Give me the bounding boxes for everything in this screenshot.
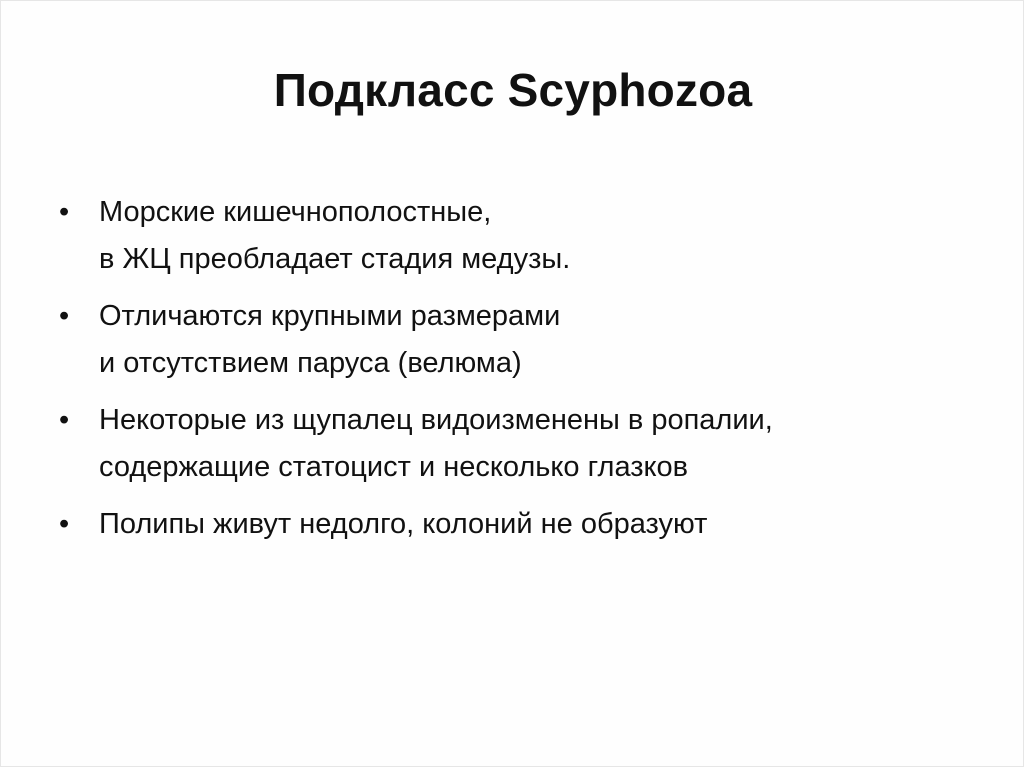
bullet-text-line: Отличаются крупными размерами	[99, 300, 561, 332]
bullet-icon: •	[59, 300, 70, 332]
bullet-text-line: в ЖЦ преобладает стадия медузы.	[99, 243, 571, 275]
bullet-icon: •	[59, 508, 70, 540]
bullet-text-line: Некоторые из щупалец видоизменены в ропалии,	[99, 404, 773, 436]
bullet-list	[59, 189, 989, 558]
bullet-icon: •	[59, 404, 70, 436]
bullet-text-line: и отсутствием паруса (велюма)	[99, 347, 522, 379]
bullet-item	[59, 189, 989, 283]
slide-title: Подкласс Scyphozoa	[273, 64, 753, 116]
bullet-item	[59, 293, 989, 387]
bullet-item	[59, 397, 989, 491]
bullet-text-line: Морские кишечнополостные,	[99, 196, 492, 228]
bullet-icon: •	[59, 196, 70, 228]
bullet-item	[59, 501, 989, 548]
bullet-text-line: содержащие статоцист и несколько глазков	[99, 451, 689, 483]
bullet-text-line: Полипы живут недолго, колоний не образуют	[99, 508, 708, 540]
